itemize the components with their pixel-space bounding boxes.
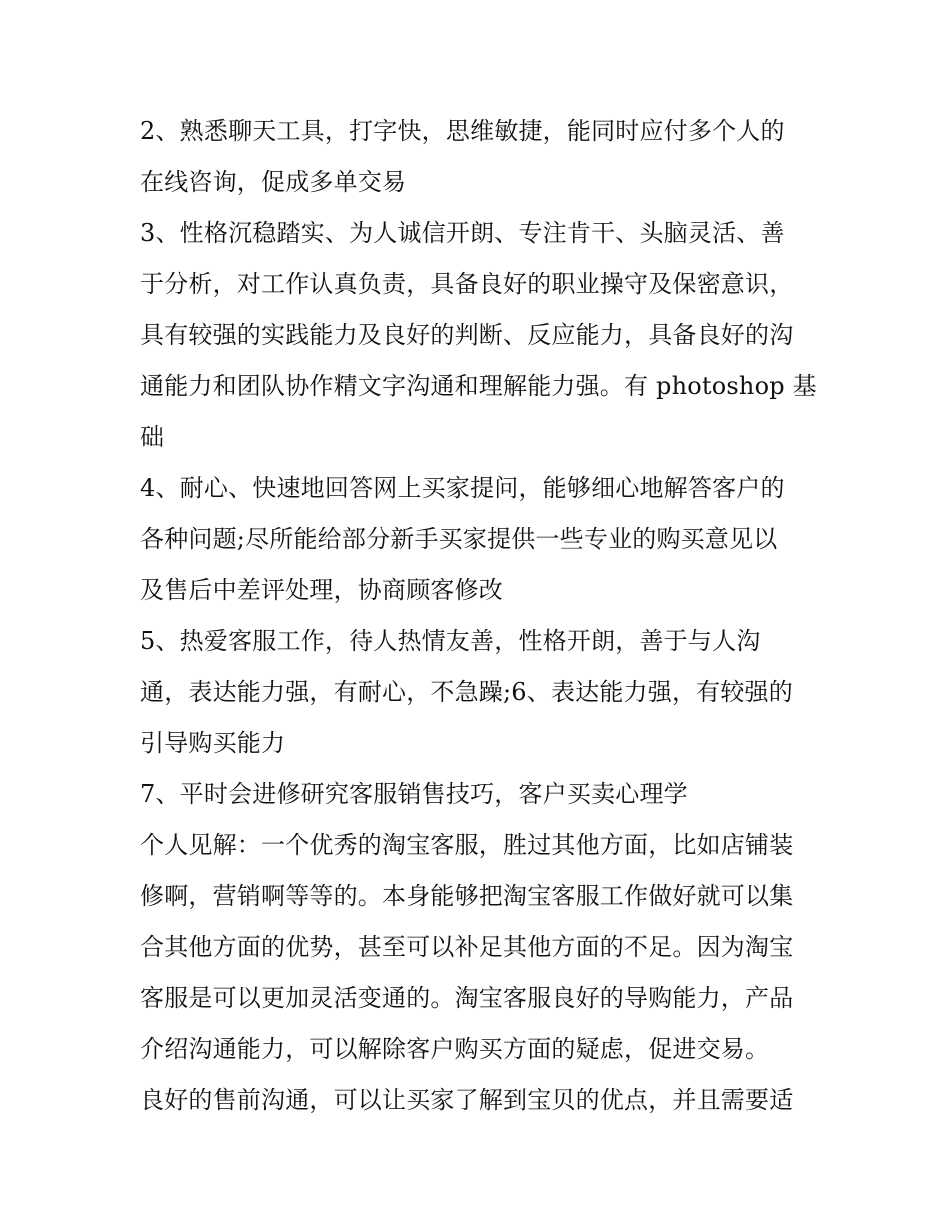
text-line: 2、熟悉聊天工具，打字快，思维敏捷，能同时应付多个人的: [140, 117, 785, 145]
text-line: 5、热爱客服工作，待人热情友善，性格开朗，善于与人沟: [140, 627, 761, 655]
text-line: 7、平时会进修研究客服销售技巧，客户买卖心理学: [140, 780, 688, 808]
text-line: 个人见解：一个优秀的淘宝客服，胜过其他方面，比如店铺装: [140, 831, 794, 859]
text-line: 引导购买能力: [140, 729, 286, 757]
text-line: 4、耐心、快速地回答网上买家提问，能够细心地解答客户的: [140, 474, 785, 502]
text-line: 于分析，对工作认真负责，具备良好的职业操守及保密意识，: [140, 270, 794, 298]
text-line: 通能力和团队协作精文字沟通和理解能力强。有 photoshop 基: [140, 372, 817, 400]
text-line: 客服是可以更加灵活变通的。淘宝客服良好的导购能力，产品: [140, 984, 794, 1012]
text-line: 介绍沟通能力，可以解除客户购买方面的疑虑，促进交易。: [140, 1035, 770, 1063]
text-line: 良好的售前沟通，可以让买家了解到宝贝的优点，并且需要适: [140, 1086, 794, 1114]
text-line: 及售后中差评处理，协商顾客修改: [140, 576, 503, 604]
text-line: 具有较强的实践能力及良好的判断、反应能力，具备良好的沟: [140, 321, 794, 349]
text-line: 3、性格沉稳踏实、为人诚信开朗、专注肯干、头脑灵活、善: [140, 219, 785, 247]
text-line: 修啊，营销啊等等的。本身能够把淘宝客服工作做好就可以集: [140, 882, 794, 910]
text-line: 础: [140, 423, 165, 451]
text-line: 各种问题;尽所能给部分新手买家提供一些专业的购买意见以: [140, 525, 778, 553]
document-body: [140, 106, 820, 1126]
text-line: 通，表达能力强，有耐心，不急躁;6、表达能力强，有较强的: [140, 678, 793, 706]
text-line: 合其他方面的优势，甚至可以补足其他方面的不足。因为淘宝: [140, 933, 794, 961]
text-line: 在线咨询，促成多单交易: [140, 168, 407, 196]
